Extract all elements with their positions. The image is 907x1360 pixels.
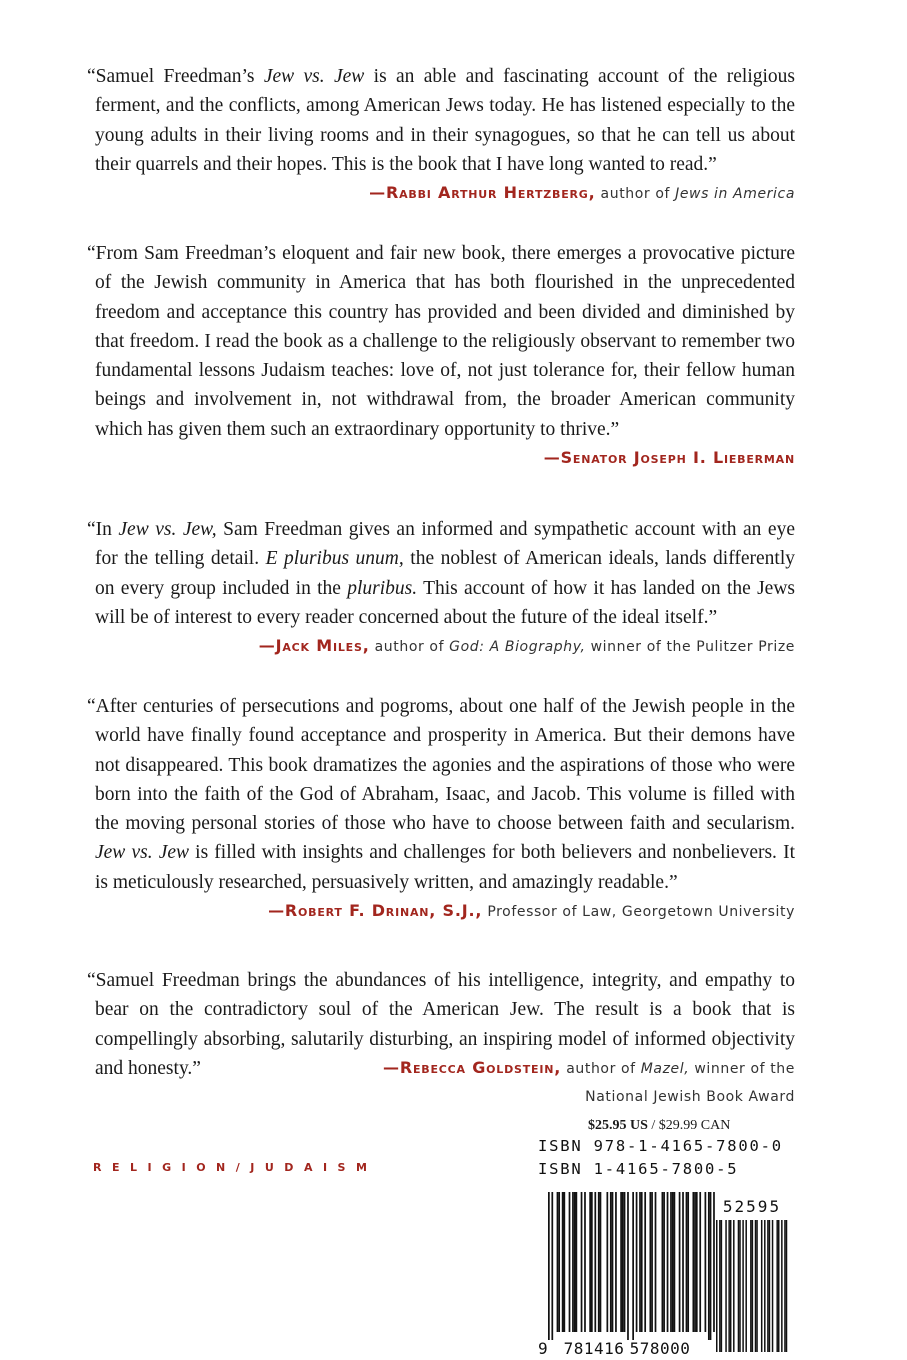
barcode-addon-digits: 52595 [722, 1197, 782, 1216]
barcode-bar [663, 1192, 665, 1332]
quote-segment: “From Sam Freedman’s eloquent and fair new book, there emerges a provocative picture of the Jewish community in America that has both flourished in the unprecedented freedom and acceptance this country has provided and been divided and diminished by that freedom. I read the book as a challenge to the religiously observant to remember two fundamental lessons Judaism teaches: love of, not just tolerance for, their fellow human beings and involvement in, not withdrawal from, the broader American community which has given them such an extraordinary opportunity to thrive.” [87, 243, 795, 440]
barcode-bar [591, 1192, 593, 1332]
barcode-addon-bar [764, 1220, 766, 1352]
barcode-bar [662, 1192, 664, 1332]
barcode-bar [598, 1192, 600, 1332]
barcode-addon-bar [733, 1220, 735, 1352]
attribution-segment: God: A Biography, [449, 639, 586, 656]
barcode-bar [600, 1192, 602, 1332]
barcode-bar [679, 1192, 681, 1332]
barcode-bar [610, 1192, 612, 1332]
barcode-bar [692, 1192, 694, 1332]
attribution-segment: winner of the Pulitzer Prize [585, 639, 795, 656]
barcode-addon-bar [719, 1220, 721, 1352]
barcode-addon-bar [767, 1220, 769, 1352]
barcode-addon-bar [772, 1220, 774, 1352]
attribution-segment: author of [369, 639, 450, 656]
category-label: RELIGION/JUDAISM [93, 1161, 378, 1174]
quote-4 [87, 692, 795, 926]
barcode-addon-bars [716, 1220, 787, 1352]
barcode-main-bars [548, 1192, 715, 1340]
quote-3 [87, 515, 795, 661]
barcode-bar [639, 1192, 641, 1332]
barcode-digit-left: 9 [538, 1339, 548, 1358]
barcode-addon-bar [769, 1220, 771, 1352]
barcode-bar [682, 1192, 684, 1332]
barcode-addon-bar [716, 1220, 718, 1352]
barcode-bar [572, 1192, 574, 1332]
barcode-addon-bar [738, 1220, 740, 1352]
barcode-bar [699, 1192, 701, 1332]
barcode-bar [606, 1192, 608, 1332]
quote-segment: the noblest of American ideals, lands differently on every group included in the [95, 548, 795, 599]
barcode-addon-bar [728, 1220, 730, 1352]
price-label [588, 1118, 730, 1134]
quote-segment: is an able and fascinating account of the religious ferment, and the conflicts, among American Jews today. He has listened especially to the young adults in their living rooms and in their synagogues, so that he can tell us about their quarrels and their hopes. This is the book that I have long wanted to read.” [95, 66, 795, 175]
barcode-bar [622, 1192, 624, 1332]
barcode-bar [551, 1192, 553, 1340]
attribution-segment: Professor of Law, Georgetown University [482, 904, 795, 921]
barcode-bar [627, 1192, 629, 1340]
attribution-name: —Rebecca Goldstein, [383, 1058, 562, 1078]
attribution-segment: winner of the [689, 1061, 795, 1078]
barcode-bar [694, 1192, 696, 1332]
barcode-addon-bar [739, 1220, 741, 1352]
barcode-bar [576, 1192, 578, 1332]
quote-segment: Sam Freedman gives an informed and sympathetic account with an eye for the telling detail. [95, 519, 795, 570]
attribution [95, 632, 795, 661]
quote-5 [87, 966, 795, 1111]
barcode-digits-group2: 578000 [629, 1339, 691, 1358]
quote-2 [87, 239, 795, 473]
attribution-segment: Jews in America [675, 186, 795, 203]
barcode-addon-bar [776, 1220, 778, 1352]
barcode-bar [670, 1192, 672, 1332]
barcode-bar [624, 1192, 626, 1332]
quote-segment: is filled with insights and challenges for both believers and nonbelievers. It is meticulously researched, persuasively written, and amazingly readable.” [95, 842, 795, 893]
barcode-bar [672, 1192, 674, 1332]
attribution [95, 179, 795, 208]
barcode-bar [708, 1192, 710, 1340]
quote-1 [87, 62, 795, 208]
barcode-addon-bar [752, 1220, 754, 1352]
barcode-bar [584, 1192, 586, 1332]
barcode-bar [651, 1192, 653, 1332]
barcode-bar [696, 1192, 698, 1332]
attribution-name: —Senator Joseph I. Lieberman [543, 448, 795, 468]
barcode-bar [710, 1192, 712, 1340]
barcode-bar [636, 1192, 638, 1332]
isbn-13: ISBN 978-1-4165-7800-0 [538, 1137, 783, 1155]
quote-segment: E pluribus unum, [265, 548, 404, 570]
attribution-line2 [95, 1083, 795, 1111]
barcode-addon-bar [756, 1220, 758, 1352]
attribution [95, 897, 795, 926]
barcode-bar [589, 1192, 591, 1332]
quote-segment: Jew vs. Jew, [118, 519, 217, 540]
barcode-addon-bar [761, 1220, 763, 1352]
quote-segment: “In [87, 519, 119, 540]
attribution-segment: author of [561, 1061, 641, 1078]
attribution [95, 444, 795, 473]
attribution-name: —Robert F. Drinan, S.J., [268, 901, 483, 921]
barcode-bar [612, 1192, 614, 1332]
quote-segment: “Samuel Freedman’s [87, 66, 264, 87]
quote-text [87, 62, 795, 179]
barcode-addon-bar [755, 1220, 757, 1352]
barcode-bar [641, 1192, 643, 1332]
quote-segment: “Samuel Freedman brings the abundances of his intelligence, integrity, and empathy to bear on the contradictory soul of the American Jew. The result is a book that is compellingly absorbing, salutarily disturbing, an inspiring model of informed objectivity and honesty.” [87, 970, 795, 1079]
barcode-bar [563, 1192, 565, 1332]
barcode-addon-bar [721, 1220, 723, 1352]
barcode-addon-bar [730, 1220, 732, 1352]
barcode-bar [667, 1192, 669, 1332]
barcode-digits-group1: 781416 [563, 1339, 625, 1358]
isbn-10: ISBN 1-4165-7800-5 [538, 1160, 739, 1178]
quote-text [87, 515, 795, 632]
barcode-bar [686, 1192, 688, 1332]
barcode-addon-bar [725, 1220, 727, 1352]
barcode-bar [574, 1192, 576, 1332]
barcode-bar [687, 1192, 689, 1332]
quote-segment: This account of how it has landed on the Jews will be of interest to every reader concerned about the future of the ideal itself.” [95, 577, 795, 628]
barcode-addon-bar [742, 1220, 744, 1352]
attribution-name: —Rabbi Arthur Hertzberg, [369, 183, 596, 203]
barcode-bar [569, 1192, 571, 1332]
quote-text [87, 239, 795, 444]
barcode-bar [548, 1192, 550, 1340]
barcode-bar [581, 1192, 583, 1332]
barcode-addon-bar [786, 1220, 788, 1352]
barcode [534, 1190, 794, 1360]
barcode-addon-bar [781, 1220, 783, 1352]
quote-segment: Jew vs. Jew [95, 842, 190, 864]
price-us: $25.95 US [588, 1118, 648, 1133]
attribution-segment: Mazel, [640, 1061, 690, 1078]
barcode-bar [594, 1192, 596, 1332]
attribution-name: —Jack Miles, [258, 636, 370, 656]
barcode-bar [674, 1192, 676, 1332]
quote-segment: Jew vs. Jew [263, 66, 365, 87]
barcode-addon-bar [784, 1220, 786, 1352]
quote-segment: pluribus. [347, 577, 418, 599]
attribution-segment: National Jewish Book Award [585, 1089, 795, 1106]
quote-segment: “After centuries of persecutions and pogroms, about one half of the Jewish people in the world have finally found acceptance and prosperity in America. But their demons have not disappeared. This book dramatizes the agonies and the aspirations of those who were born into the faith of the God of Abraham, Isaac, and Jacob. This volume is filled with the moving personal stories of those who have to choose between faith and secularism. [87, 696, 795, 835]
barcode-bar [562, 1192, 564, 1332]
barcode-addon-bar [750, 1220, 752, 1352]
barcode-addon-bar [778, 1220, 780, 1352]
quote-text [87, 692, 795, 897]
barcode-bar [705, 1192, 707, 1332]
barcode-bar [620, 1192, 622, 1332]
barcode-addon-bar [745, 1220, 747, 1352]
barcode-bar [644, 1192, 646, 1332]
barcode-bar [713, 1192, 715, 1332]
barcode-bar [615, 1192, 617, 1332]
attribution-segment: author of [595, 186, 676, 203]
barcode-bar [557, 1192, 559, 1332]
barcode-bar [558, 1192, 560, 1332]
barcode-bar [655, 1192, 657, 1332]
price-can: $29.99 CAN [658, 1118, 731, 1133]
price-separator: / [647, 1118, 659, 1133]
barcode-bar [649, 1192, 651, 1332]
barcode-bar [632, 1192, 634, 1340]
